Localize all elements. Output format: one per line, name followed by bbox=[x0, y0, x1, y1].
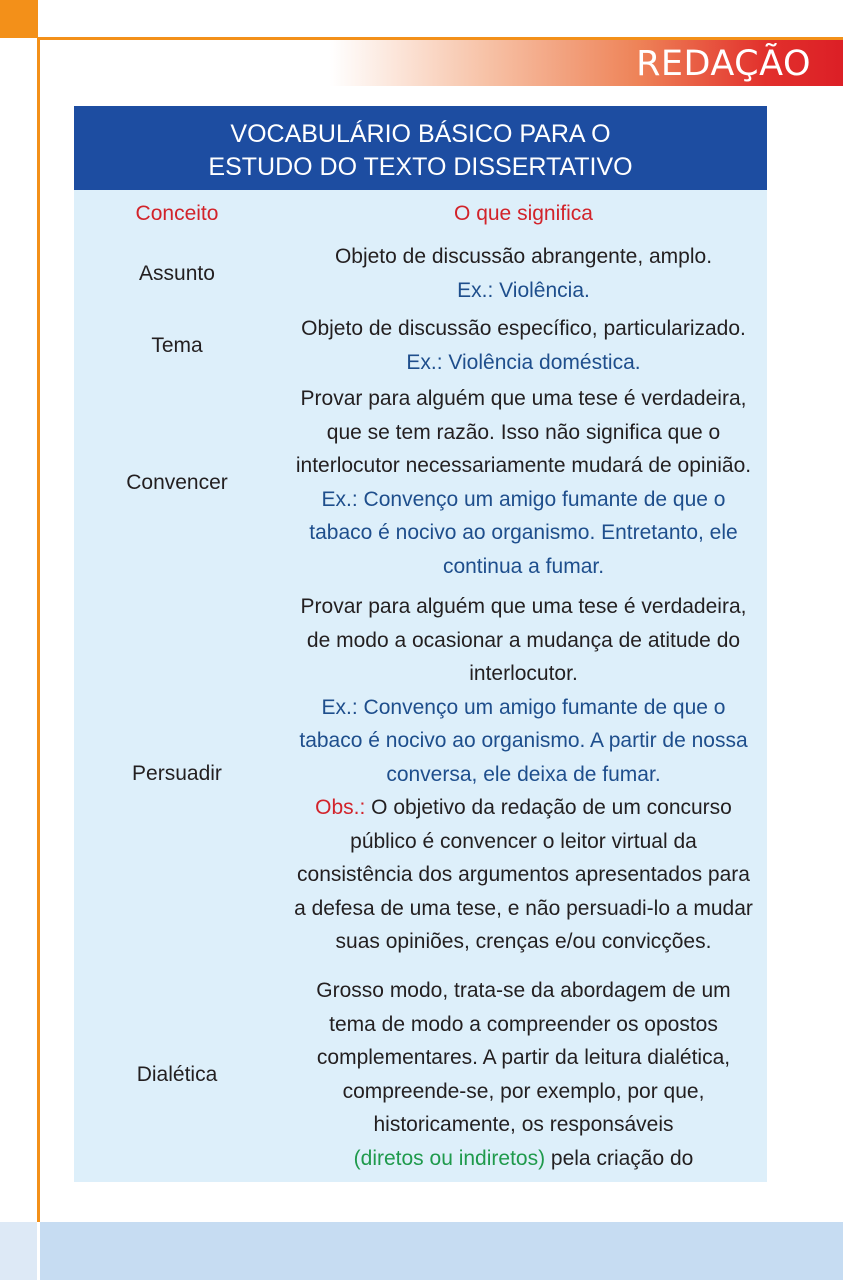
definition-line bbox=[280, 1008, 767, 1042]
table-title-line-1: VOCABULÁRIO BÁSICO PARA O bbox=[230, 120, 611, 148]
footer-band bbox=[40, 1222, 843, 1280]
line-text: conversa, ele deixa de fumar. bbox=[386, 762, 661, 786]
example-line bbox=[280, 724, 767, 758]
obs-label: Obs.: bbox=[315, 796, 366, 819]
line-text: continua a fumar. bbox=[442, 554, 605, 578]
table-row bbox=[74, 312, 767, 379]
line-text: público é convencer o leitor virtual da bbox=[350, 829, 697, 853]
left-rule bbox=[37, 38, 40, 1222]
line-text: Objeto de discussão específico, particularizado. bbox=[301, 317, 746, 340]
line-text: interlocutor necessariamente mudará de opinião. bbox=[295, 454, 752, 477]
section-title: REDAÇÃO bbox=[636, 44, 811, 84]
line-text: historicamente, os responsáveis bbox=[373, 1113, 674, 1136]
line-text: Objeto de discussão abrangente, amplo. bbox=[334, 245, 713, 268]
example-line bbox=[280, 550, 767, 584]
definition-line bbox=[280, 590, 767, 624]
table-title-line-2: ESTUDO DO TEXTO DISSERTATIVO bbox=[208, 153, 633, 181]
line-text: interlocutor. bbox=[469, 662, 578, 685]
footer-corner bbox=[0, 1222, 37, 1280]
row-term: Convencer bbox=[126, 470, 228, 494]
highlight-text: (diretos ou indiretos) bbox=[353, 1146, 546, 1170]
definition-line bbox=[280, 624, 767, 658]
line-text: tabaco é nocivo ao organismo. Entretanto, ele bbox=[309, 521, 738, 544]
definition-line bbox=[280, 382, 767, 416]
column-header-concept: Conceito bbox=[135, 202, 219, 225]
line-text: suas opiniões, crenças e/ou convicções. bbox=[335, 930, 712, 953]
table-row bbox=[74, 382, 767, 583]
table-title bbox=[74, 106, 767, 190]
vocabulary-table bbox=[74, 106, 767, 1182]
row-term: Tema bbox=[151, 333, 203, 357]
definition-line bbox=[280, 825, 767, 859]
line-text: tema de modo a compreender os opostos bbox=[329, 1012, 718, 1036]
column-headers bbox=[74, 190, 767, 240]
line-text: complementares. A partir da leitura dialética, bbox=[316, 1046, 731, 1069]
definition-line bbox=[280, 892, 767, 926]
example-line bbox=[280, 758, 767, 792]
row-term: Persuadir bbox=[132, 762, 222, 785]
definition-line bbox=[280, 1075, 767, 1109]
example-line bbox=[280, 691, 767, 725]
line-text: consistência dos argumentos apresentados para bbox=[297, 863, 750, 886]
definition-line bbox=[280, 925, 767, 959]
definition-line bbox=[280, 1041, 767, 1075]
row-term: Assunto bbox=[139, 261, 215, 285]
row-definition bbox=[280, 240, 767, 307]
definition-line bbox=[280, 791, 767, 825]
row-definition bbox=[280, 974, 767, 1175]
line-text: Grosso modo, trata-se da abordagem de um bbox=[316, 979, 731, 1002]
row-definition bbox=[280, 312, 767, 379]
row-definition bbox=[280, 590, 767, 959]
line-text: a defesa de uma tese, e não persuadi-lo a mudar bbox=[294, 896, 753, 920]
definition-line bbox=[280, 657, 767, 691]
corner-accent bbox=[0, 0, 38, 38]
example-line bbox=[280, 346, 767, 380]
line-text: que se tem razão. Isso não significa que o bbox=[326, 420, 721, 444]
example-line bbox=[280, 274, 767, 308]
example-line bbox=[280, 516, 767, 550]
row-term: Dialética bbox=[136, 1062, 218, 1086]
definition-line bbox=[280, 449, 767, 483]
definition-line bbox=[280, 1108, 767, 1142]
line-text: Ex.: Convenço um amigo fumante de que o bbox=[321, 487, 726, 511]
row-definition bbox=[280, 382, 767, 583]
table-row bbox=[74, 240, 767, 307]
definition-line bbox=[280, 858, 767, 892]
definition-line bbox=[280, 1142, 767, 1176]
definition-line bbox=[280, 240, 767, 274]
column-header-meaning: O que significa bbox=[454, 202, 593, 225]
line-text: de modo a ocasionar a mudança de atitude do bbox=[306, 628, 741, 652]
definition-line bbox=[280, 312, 767, 346]
line-text: O objetivo da redação de um concurso bbox=[365, 796, 732, 819]
table-row bbox=[74, 974, 767, 1175]
table-row bbox=[74, 590, 767, 958]
line-text: Provar para alguém que uma tese é verdadeira, bbox=[300, 387, 747, 410]
line-text: Ex.: Convenço um amigo fumante de que o bbox=[321, 695, 726, 719]
line-text: Provar para alguém que uma tese é verdadeira, bbox=[300, 595, 747, 618]
definition-line bbox=[280, 416, 767, 450]
definition-line bbox=[280, 974, 767, 1008]
line-text: Ex.: Violência doméstica. bbox=[406, 350, 641, 374]
line-text: tabaco é nocivo ao organismo. A partir de nossa bbox=[299, 729, 748, 752]
line-text: Ex.: Violência. bbox=[457, 278, 590, 302]
line-text: compreende-se, por exemplo, por que, bbox=[342, 1079, 705, 1103]
example-line bbox=[280, 483, 767, 517]
line-text: pela criação do bbox=[545, 1146, 694, 1170]
